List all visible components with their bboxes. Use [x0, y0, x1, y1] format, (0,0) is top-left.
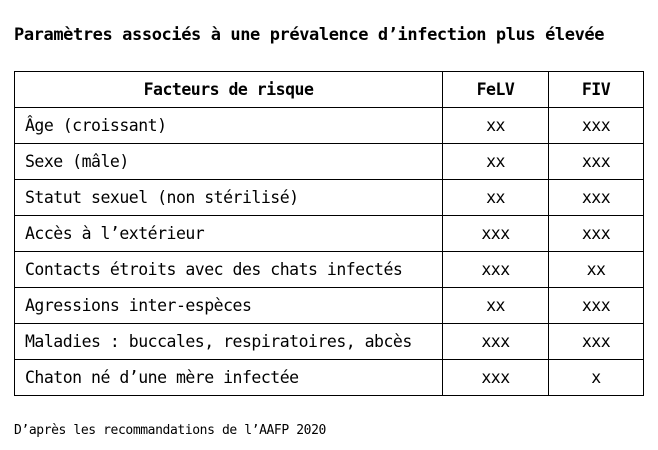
fiv-value-cell: xxx: [549, 288, 644, 324]
fiv-value-cell: xxx: [549, 144, 644, 180]
felv-value-cell: xx: [443, 144, 549, 180]
table-row: [15, 144, 644, 180]
table-row: [15, 252, 644, 288]
risk-factor-cell: Contacts étroits avec des chats infectés: [15, 252, 443, 288]
felv-value-cell: xxx: [443, 324, 549, 360]
table-row: [15, 324, 644, 360]
fiv-value-cell: x: [549, 360, 644, 396]
table-row: [15, 216, 644, 252]
table-row: [15, 288, 644, 324]
fiv-value-cell: xx: [549, 252, 644, 288]
risk-factor-cell: Statut sexuel (non stérilisé): [15, 180, 443, 216]
source-note: D’après les recommandations de l’AAFP 2020: [14, 423, 326, 438]
table-header-row: [15, 72, 644, 108]
risk-factors-table: [14, 71, 644, 396]
header-fiv: FIV: [549, 72, 644, 108]
table-row: [15, 108, 644, 144]
table-row: [15, 360, 644, 396]
table-row: [15, 180, 644, 216]
header-felv: FeLV: [443, 72, 549, 108]
risk-factor-cell: Agressions inter-espèces: [15, 288, 443, 324]
fiv-value-cell: xxx: [549, 180, 644, 216]
fiv-value-cell: xxx: [549, 324, 644, 360]
risk-factor-cell: Maladies : buccales, respiratoires, abcès: [15, 324, 443, 360]
risk-factor-cell: Accès à l’extérieur: [15, 216, 443, 252]
header-risk-factors: Facteurs de risque: [15, 72, 443, 108]
felv-value-cell: xx: [443, 288, 549, 324]
felv-value-cell: xx: [443, 180, 549, 216]
fiv-value-cell: xxx: [549, 216, 644, 252]
risk-factor-cell: Chaton né d’une mère infectée: [15, 360, 443, 396]
felv-value-cell: xxx: [443, 216, 549, 252]
fiv-value-cell: xxx: [549, 108, 644, 144]
page-title: Paramètres associés à une prévalence d’infection plus élevée: [14, 25, 605, 45]
risk-factor-cell: Sexe (mâle): [15, 144, 443, 180]
risk-factor-cell: Âge (croissant): [15, 108, 443, 144]
felv-value-cell: xx: [443, 108, 549, 144]
felv-value-cell: xxx: [443, 360, 549, 396]
felv-value-cell: xxx: [443, 252, 549, 288]
